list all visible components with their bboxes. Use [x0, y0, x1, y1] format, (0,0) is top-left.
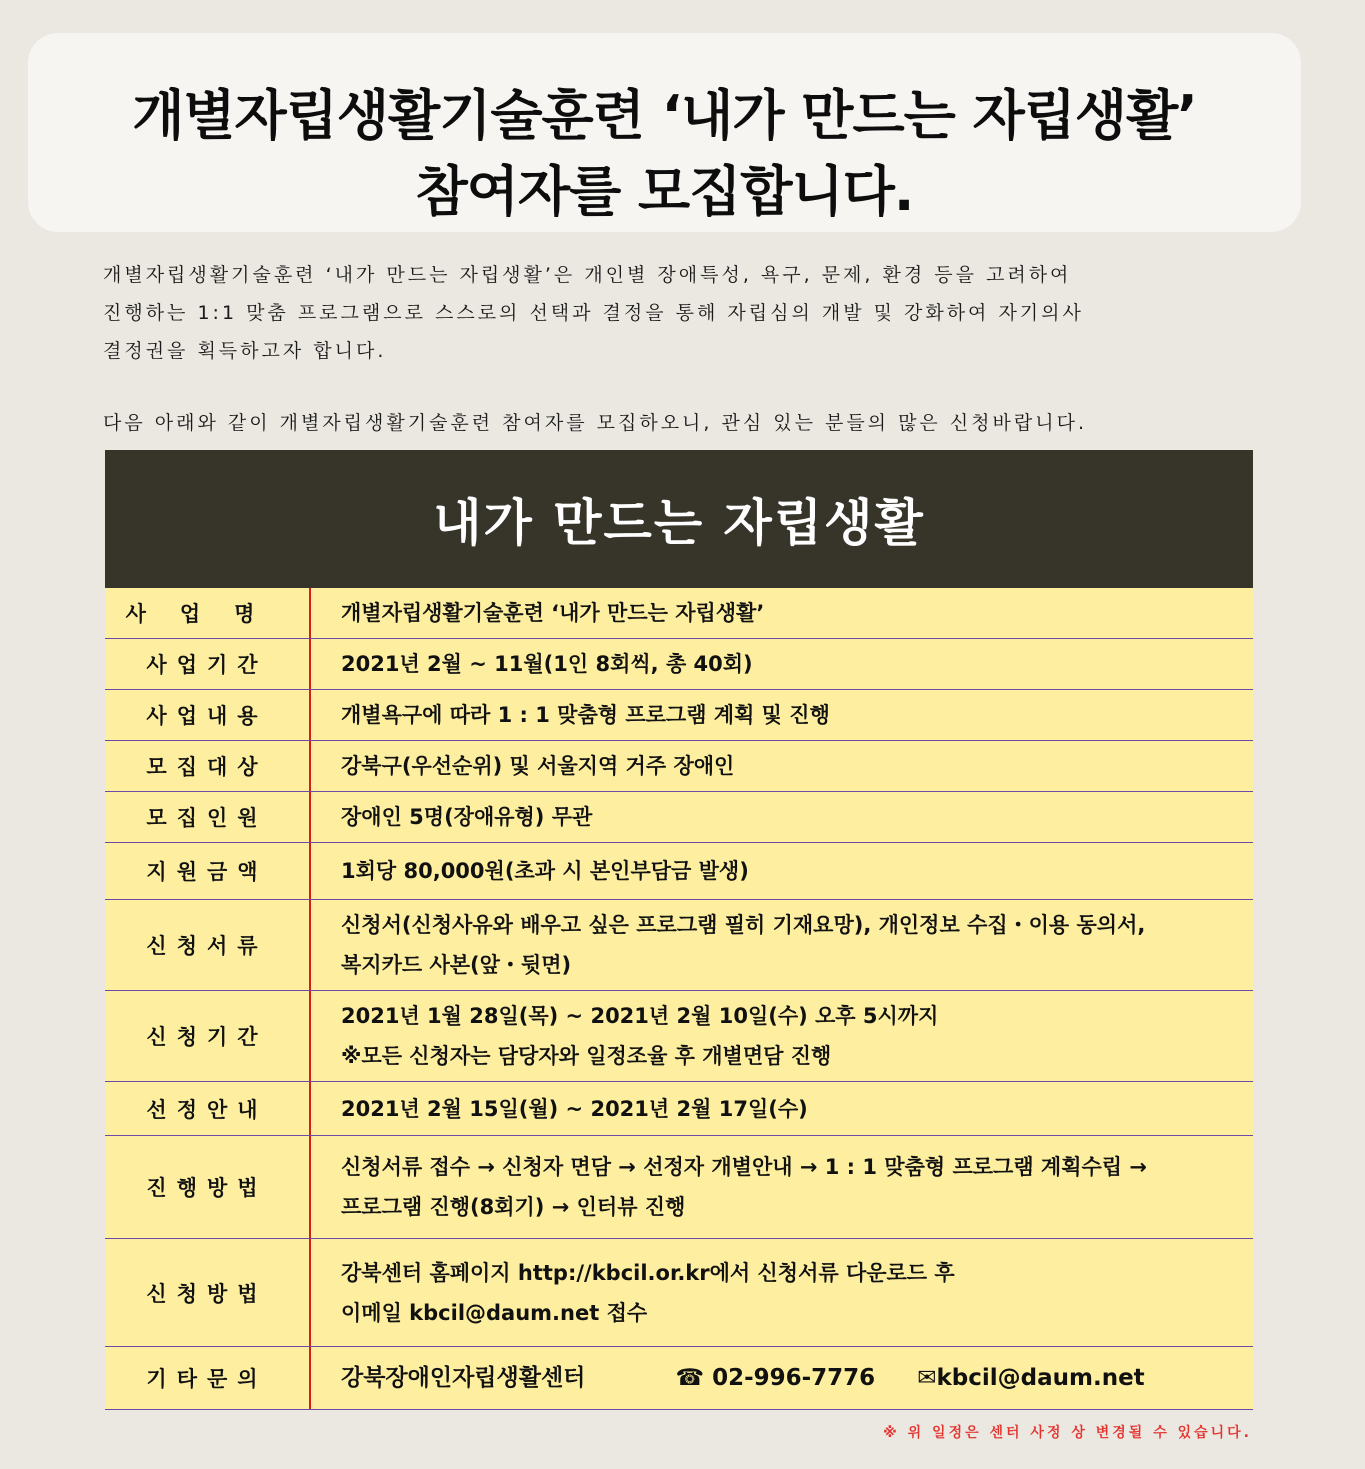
value-line: 2021년 2월 15일(월) ~ 2021년 2월 17일(수) [341, 1096, 808, 1121]
value-line: 장애인 5명(장애유형) 무관 [341, 805, 593, 829]
value-line: 개별자립생활기술훈련 ‘내가 만드는 자립생활’ [341, 601, 765, 625]
title-box [28, 33, 1301, 232]
intro-line: 진행하는 1:1 맞춤 프로그램으로 스스로의 선택과 결정을 통해 자립심의 개발 및 강화하여 자기의사 [103, 302, 1084, 324]
row-label: 사업기간 [105, 639, 311, 689]
row-value [311, 792, 1253, 842]
intro-line: 개별자립생활기술훈련 ‘내가 만드는 자립생활’은 개인별 장애특성, 욕구, 문제, 환경 등을 고려하여 [103, 264, 1072, 286]
row-value [311, 1082, 1253, 1135]
row-label: 사업내용 [105, 690, 311, 740]
row-value [311, 900, 1253, 990]
row-value [311, 690, 1253, 740]
value-line: 개별욕구에 따라 1 : 1 맞춤형 프로그램 계획 및 진행 [341, 703, 830, 727]
table-header: 내가 만드는 자립생활 [105, 450, 1253, 588]
table-row [105, 741, 1253, 792]
value-line: 강북구(우선순위) 및 서울지역 거주 장애인 [341, 754, 735, 778]
page-title-line-1: 개별자립생활기술훈련 ‘내가 만드는 자립생활’ [132, 84, 1197, 147]
contact-line [341, 1358, 1253, 1398]
value-line: 2021년 2월 ~ 11월(1인 8회씩, 총 40회) [341, 652, 753, 676]
value-line: 강북센터 홈페이지 http://kbcil.or.kr에서 신청서류 다운로드 후 [341, 1260, 955, 1285]
row-label: 모집대상 [105, 741, 311, 791]
row-value [311, 1136, 1253, 1238]
schedule-note: ※ 위 일정은 센터 사정 상 변경될 수 있습니다. [883, 1425, 1252, 1441]
table-row [105, 588, 1253, 639]
value-line: 2021년 1월 28일(목) ~ 2021년 2월 10일(수) 오후 5시까지 [341, 1004, 939, 1028]
value-line: 이메일 kbcil@daum.net 접수 [341, 1300, 648, 1325]
table-row-contact [105, 1347, 1253, 1410]
row-label: 신청기간 [105, 991, 311, 1081]
row-label: 선정안내 [105, 1082, 311, 1135]
table-row [105, 690, 1253, 741]
row-value [311, 1239, 1253, 1346]
table-row [105, 900, 1253, 991]
row-label: 진행방법 [105, 1136, 311, 1238]
row-value [311, 843, 1253, 899]
row-value [311, 991, 1253, 1081]
row-label: 지원금액 [105, 843, 311, 899]
value-line: 신청서류 접수 → 신청자 면담 → 선정자 개별안내 → 1 : 1 맞춤형 프로그램 계획수립 → [341, 1155, 1147, 1179]
table-row [105, 843, 1253, 900]
row-value [311, 1347, 1253, 1409]
value-line: 프로그램 진행(8회기) → 인터뷰 진행 [341, 1195, 686, 1219]
row-label: 기타문의 [105, 1347, 311, 1409]
row-value [311, 639, 1253, 689]
table-row [105, 792, 1253, 843]
value-line: ※모든 신청자는 담당자와 일정조율 후 개별면담 진행 [341, 1044, 832, 1068]
value-line: 1회당 80,000원(초과 시 본인부담금 발생) [341, 859, 749, 883]
value-line: 신청서(신청사유와 배우고 싶은 프로그램 필히 기재요망), 개인정보 수집・이용 동의서, [341, 913, 1146, 937]
row-label: 모집인원 [105, 792, 311, 842]
mail-icon: ✉ [917, 1365, 937, 1391]
phone-icon: ☎ [675, 1365, 705, 1391]
contact-org: 강북장애인자립생활센터 [341, 1365, 586, 1391]
row-label: 사업명 [105, 588, 311, 638]
contact-email: kbcil@daum.net [936, 1365, 1145, 1391]
contact-phone: 02-996-7776 [712, 1365, 876, 1391]
row-label: 신청방법 [105, 1239, 311, 1346]
table-row [105, 1239, 1253, 1347]
table-row [105, 1082, 1253, 1136]
intro-paragraph-2: 다음 아래와 같이 개별자립생활기술훈련 참여자를 모집하오니, 관심 있는 분들의 많은 신청바랍니다. [103, 412, 1087, 434]
table-row [105, 1136, 1253, 1239]
info-table [105, 450, 1253, 1410]
intro-line: 결정권을 획득하고자 합니다. [103, 340, 387, 362]
row-value [311, 588, 1253, 638]
row-value [311, 741, 1253, 791]
intro-paragraph-1 [103, 256, 1263, 370]
page-title-line-2: 참여자를 모집합니다. [415, 160, 914, 223]
row-label: 신청서류 [105, 900, 311, 990]
table-row [105, 991, 1253, 1082]
value-line: 복지카드 사본(앞・뒷면) [341, 953, 572, 977]
table-row [105, 639, 1253, 690]
